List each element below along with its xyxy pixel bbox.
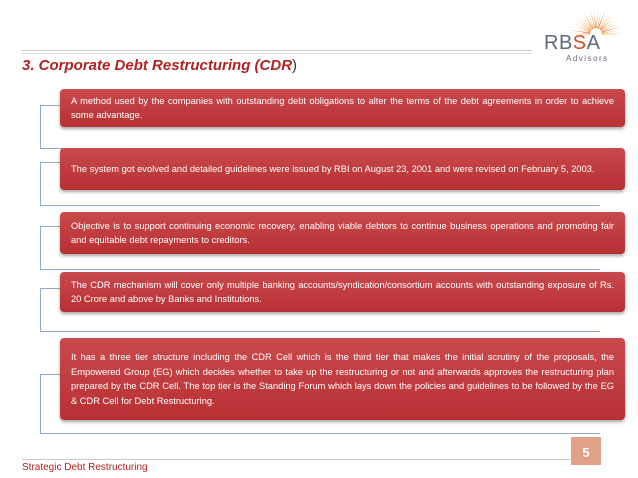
header-rule-secondary [22, 53, 532, 54]
sun-ray [594, 12, 596, 28]
header-rule [22, 50, 532, 51]
footer-title: Strategic Debt Restructuring [22, 462, 148, 473]
item-bar [60, 338, 625, 420]
sun-ray [600, 19, 612, 30]
item-bar [60, 148, 625, 190]
item-bar [60, 212, 625, 254]
item-bar [60, 89, 625, 127]
brand-logo-subtitle: Advisors [566, 54, 609, 63]
item-text: Objective is to support continuing economic recovery, enabling viable debtors to continue business operations and promoting fair and equitable debt repayments to creditors. [71, 220, 614, 245]
sun-ray [596, 8, 598, 28]
brand-logo-text: RBSA [544, 32, 601, 54]
footer-rule [22, 459, 570, 460]
item-bar [60, 272, 625, 312]
sun-ray [582, 17, 592, 30]
sun-ray [602, 34, 622, 35]
item-text: The system got evolved and detailed guidelines were issued by RBI on August 23, 2001 and were revised on February 5, 2003. [71, 163, 595, 174]
sun-ray [598, 10, 606, 29]
item-text: It has a three tier structure including the CDR Cell which is the third tier that makes the initial scrutiny of the proposals, the Empowered Group (EG) which decides whether to take up the restructuring or not and afterwards approves the restructuring plan prepared by the CDR Cell. The top tier is the Standing Forum which lays down the policies and guidelines to be followed by the EG & CDR Cell for Debt Restructuring. [71, 352, 614, 406]
item-text: The CDR mechanism will cover only multiple banking accounts/syndication/consortium accounts with outstanding exposure of Rs. 20 Crore and above by Banks and Institutions. [71, 279, 614, 304]
page-title: 3. Corporate Debt Restructuring (CDR) [22, 57, 298, 74]
page-number: 5 [582, 445, 590, 460]
item-text: A method used by the companies with outstanding debt obligations to alter the terms of the debt agreements in order to achieve some advantage. [71, 95, 614, 120]
